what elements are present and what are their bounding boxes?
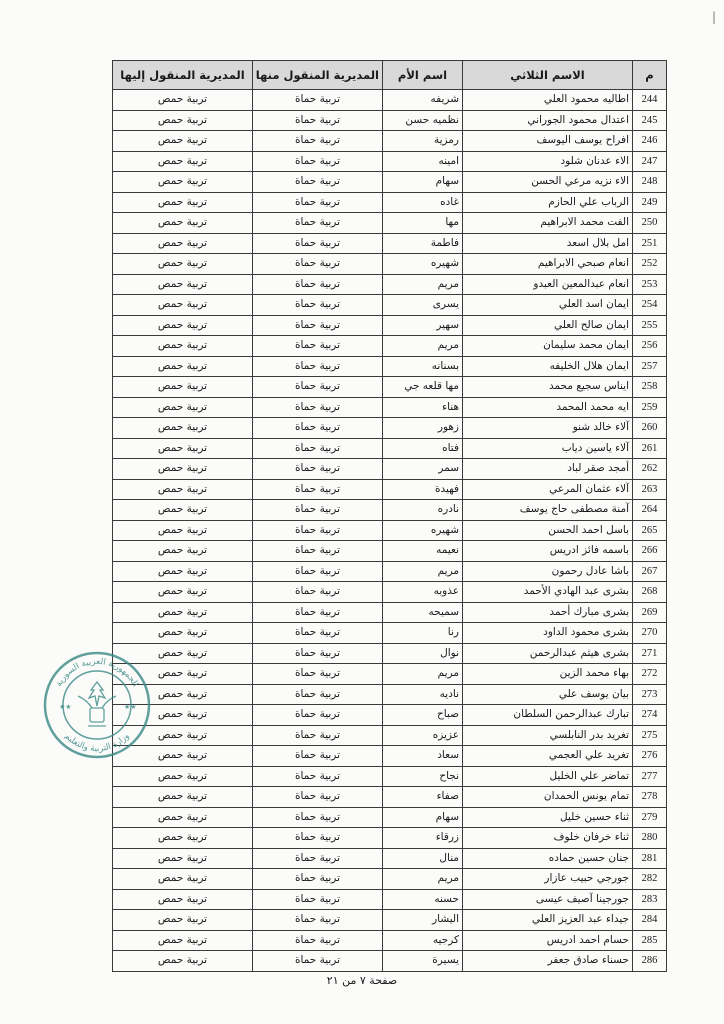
cell-to: تربية حمص [113, 500, 253, 521]
cell-mother: زرقاء [383, 828, 463, 849]
table-row [113, 828, 667, 849]
table-row [113, 274, 667, 295]
table-row [113, 151, 667, 172]
cell-name: تماضر علي الخليل [463, 766, 633, 787]
table-row [113, 90, 667, 111]
cell-mother: كرجيه [383, 930, 463, 951]
cell-from: تربية حماة [253, 172, 383, 193]
transfer-table [112, 60, 667, 972]
cell-from: تربية حماة [253, 930, 383, 951]
stamp-text-bottom: وزارة التربية والتعليم [62, 731, 132, 755]
cell-name: الاء نزيه مرعي الحسن [463, 172, 633, 193]
table-row [113, 192, 667, 213]
cell-num: 268 [633, 582, 667, 603]
cell-num: 266 [633, 541, 667, 562]
cell-to: تربية حمص [113, 848, 253, 869]
cell-from: تربية حماة [253, 664, 383, 685]
table-row [113, 930, 667, 951]
cell-mother: نادره [383, 500, 463, 521]
table-row [113, 869, 667, 890]
cell-to: تربية حمص [113, 746, 253, 767]
cell-to: تربية حمص [113, 807, 253, 828]
table-row [113, 746, 667, 767]
cell-num: 285 [633, 930, 667, 951]
stamp-text-top: الجمهورية العربية السورية [53, 656, 141, 689]
cell-name: أمجد صقر لباد [463, 459, 633, 480]
cell-from: تربية حماة [253, 377, 383, 398]
table-row [113, 582, 667, 603]
cell-from: تربية حماة [253, 705, 383, 726]
cell-num: 281 [633, 848, 667, 869]
cell-name: بهاء محمد الزين [463, 664, 633, 685]
cell-num: 261 [633, 438, 667, 459]
table-row [113, 725, 667, 746]
cell-name: افراح يوسف اليوسف [463, 131, 633, 152]
table-row [113, 643, 667, 664]
table-row [113, 500, 667, 521]
cell-name: تمام يونس الحمدان [463, 787, 633, 808]
ministry-stamp [42, 650, 152, 760]
cell-to: تربية حمص [113, 213, 253, 234]
table-row [113, 602, 667, 623]
page-number: صفحة ٧ من ٢١ [326, 974, 398, 987]
header-from: المديرية المنقول منها [253, 61, 383, 90]
cell-mother: سميحه [383, 602, 463, 623]
table-row [113, 561, 667, 582]
cell-num: 282 [633, 869, 667, 890]
cell-num: 274 [633, 705, 667, 726]
cell-mother: مريم [383, 664, 463, 685]
cell-num: 265 [633, 520, 667, 541]
cell-mother: غاده [383, 192, 463, 213]
cell-from: تربية حماة [253, 315, 383, 336]
cell-name: ايمان هلال الخليفه [463, 356, 633, 377]
cell-name: آمنة مصطفى حاج يوسف [463, 500, 633, 521]
cell-from: تربية حماة [253, 910, 383, 931]
cell-name: ثناء حسين خليل [463, 807, 633, 828]
cell-from: تربية حماة [253, 766, 383, 787]
svg-text:★★: ★★ [59, 703, 72, 711]
cell-from: تربية حماة [253, 459, 383, 480]
table-row [113, 418, 667, 439]
cell-from: تربية حماة [253, 623, 383, 644]
cell-from: تربية حماة [253, 869, 383, 890]
cell-name: تغريد علي العجمي [463, 746, 633, 767]
cell-num: 255 [633, 315, 667, 336]
cell-name: حسناء صادق جعفر [463, 951, 633, 972]
cell-to: تربية حمص [113, 910, 253, 931]
cell-mother: مريم [383, 274, 463, 295]
cell-name: انعام عبدالمعين العبدو [463, 274, 633, 295]
cell-to: تربية حمص [113, 151, 253, 172]
cell-from: تربية حماة [253, 397, 383, 418]
cell-num: 284 [633, 910, 667, 931]
cell-name: حسام احمد ادريس [463, 930, 633, 951]
cell-num: 271 [633, 643, 667, 664]
cell-from: تربية حماة [253, 151, 383, 172]
header-to: المديرية المنقول إليها [113, 61, 253, 90]
table-row [113, 356, 667, 377]
cell-to: تربية حمص [113, 356, 253, 377]
table-row [113, 172, 667, 193]
cell-mother: مريم [383, 336, 463, 357]
cell-mother: مريم [383, 561, 463, 582]
cell-mother: سهام [383, 807, 463, 828]
cell-name: بشرى عبد الهادي الأحمد [463, 582, 633, 603]
table-row [113, 664, 667, 685]
cell-num: 259 [633, 397, 667, 418]
cell-mother: فاطمة [383, 233, 463, 254]
cell-name: باشا عادل رحمون [463, 561, 633, 582]
cell-from: تربية حماة [253, 500, 383, 521]
table-row [113, 336, 667, 357]
table-row [113, 520, 667, 541]
cell-to: تربية حمص [113, 582, 253, 603]
cell-mother: مها [383, 213, 463, 234]
cell-num: 269 [633, 602, 667, 623]
header-num: م [633, 61, 667, 90]
cell-num: 286 [633, 951, 667, 972]
cell-mother: نوال [383, 643, 463, 664]
cell-from: تربية حماة [253, 192, 383, 213]
table-row [113, 623, 667, 644]
cell-num: 267 [633, 561, 667, 582]
cell-to: تربية حمص [113, 315, 253, 336]
cell-name: ايه محمد المحمد [463, 397, 633, 418]
cell-to: تربية حمص [113, 192, 253, 213]
cell-mother: يسرى [383, 295, 463, 316]
cell-mother: هناء [383, 397, 463, 418]
cell-to: تربية حمص [113, 623, 253, 644]
cell-to: تربية حمص [113, 561, 253, 582]
cell-name: جورجينا آصيف عيسى [463, 889, 633, 910]
table-row [113, 766, 667, 787]
cell-num: 283 [633, 889, 667, 910]
cell-to: تربية حمص [113, 541, 253, 562]
cell-num: 258 [633, 377, 667, 398]
cell-num: 277 [633, 766, 667, 787]
cell-num: 248 [633, 172, 667, 193]
corner-mark: | [711, 10, 716, 24]
cell-mother: اليشار [383, 910, 463, 931]
cell-num: 253 [633, 274, 667, 295]
cell-from: تربية حماة [253, 807, 383, 828]
cell-name: اطاليه محمود العلي [463, 90, 633, 111]
cell-to: تربية حمص [113, 131, 253, 152]
cell-from: تربية حماة [253, 725, 383, 746]
cell-from: تربية حماة [253, 582, 383, 603]
cell-num: 251 [633, 233, 667, 254]
cell-from: تربية حماة [253, 418, 383, 439]
cell-to: تربية حمص [113, 336, 253, 357]
cell-mother: سمر [383, 459, 463, 480]
cell-mother: سهام [383, 172, 463, 193]
cell-name: بشرى محمود الداود [463, 623, 633, 644]
cell-mother: مريم [383, 869, 463, 890]
cell-from: تربية حماة [253, 889, 383, 910]
cell-mother: فهيدة [383, 479, 463, 500]
cell-name: اعتدال محمود الجوراني [463, 110, 633, 131]
cell-to: تربية حمص [113, 479, 253, 500]
table-row [113, 541, 667, 562]
cell-to: تربية حمص [113, 664, 253, 685]
cell-from: تربية حماة [253, 131, 383, 152]
cell-to: تربية حمص [113, 684, 253, 705]
table-row [113, 910, 667, 931]
cell-num: 256 [633, 336, 667, 357]
cell-mother: عزيزه [383, 725, 463, 746]
table-row [113, 131, 667, 152]
cell-name: جنان حسين حماده [463, 848, 633, 869]
cell-num: 264 [633, 500, 667, 521]
table-row [113, 479, 667, 500]
cell-from: تربية حماة [253, 541, 383, 562]
cell-to: تربية حمص [113, 254, 253, 275]
cell-name: بشرى هيثم عبدالرحمن [463, 643, 633, 664]
cell-to: تربية حمص [113, 397, 253, 418]
table-row [113, 889, 667, 910]
cell-name: الرباب علي الحازم [463, 192, 633, 213]
cell-num: 273 [633, 684, 667, 705]
cell-mother: صباح [383, 705, 463, 726]
cell-mother: يسيرة [383, 951, 463, 972]
cell-to: تربية حمص [113, 459, 253, 480]
cell-from: تربية حماة [253, 295, 383, 316]
cell-num: 263 [633, 479, 667, 500]
cell-to: تربية حمص [113, 172, 253, 193]
table-row [113, 684, 667, 705]
cell-from: تربية حماة [253, 520, 383, 541]
cell-num: 247 [633, 151, 667, 172]
cell-to: تربية حمص [113, 110, 253, 131]
cell-mother: رمزية [383, 131, 463, 152]
cell-name: تبارك عبدالرحمن السلطان [463, 705, 633, 726]
cell-from: تربية حماة [253, 848, 383, 869]
cell-from: تربية حماة [253, 787, 383, 808]
cell-num: 254 [633, 295, 667, 316]
cell-name: ايمان محمد سليمان [463, 336, 633, 357]
cell-from: تربية حماة [253, 336, 383, 357]
cell-num: 270 [633, 623, 667, 644]
cell-name: آلاء خالد شنو [463, 418, 633, 439]
cell-mother: ناديه [383, 684, 463, 705]
cell-num: 249 [633, 192, 667, 213]
cell-from: تربية حماة [253, 254, 383, 275]
cell-name: تغريد بدر النابلسي [463, 725, 633, 746]
cell-num: 262 [633, 459, 667, 480]
cell-to: تربية حمص [113, 889, 253, 910]
cell-mother: صفاء [383, 787, 463, 808]
table-row [113, 397, 667, 418]
cell-name: الفت محمد الابراهيم [463, 213, 633, 234]
table-row [113, 951, 667, 972]
cell-name: بيان يوسف علي [463, 684, 633, 705]
cell-mother: سعاد [383, 746, 463, 767]
cell-to: تربية حمص [113, 295, 253, 316]
cell-name: ايناس سجيع محمد [463, 377, 633, 398]
cell-name: باسمه فائز ادريس [463, 541, 633, 562]
cell-name: جيداء عبد العزيز العلي [463, 910, 633, 931]
header-name: الاسم الثلاثي [463, 61, 633, 90]
cell-from: تربية حماة [253, 684, 383, 705]
cell-from: تربية حماة [253, 602, 383, 623]
cell-mother: بسنانه [383, 356, 463, 377]
cell-name: آلاء عثمان المرعي [463, 479, 633, 500]
cell-num: 252 [633, 254, 667, 275]
cell-num: 272 [633, 664, 667, 685]
cell-mother: سهير [383, 315, 463, 336]
cell-name: ايمان اسد العلي [463, 295, 633, 316]
cell-from: تربية حماة [253, 746, 383, 767]
cell-name: جورجي حبيب عازار [463, 869, 633, 890]
cell-mother: نعيمه [383, 541, 463, 562]
cell-to: تربية حمص [113, 787, 253, 808]
cell-from: تربية حماة [253, 479, 383, 500]
table-header-row [113, 61, 667, 90]
cell-num: 245 [633, 110, 667, 131]
cell-name: باسل احمد الحسن [463, 520, 633, 541]
cell-mother: نجاح [383, 766, 463, 787]
cell-name: الاء عدنان شلود [463, 151, 633, 172]
cell-to: تربية حمص [113, 520, 253, 541]
cell-mother: حسنه [383, 889, 463, 910]
cell-to: تربية حمص [113, 725, 253, 746]
cell-name: آلاء ياسين دياب [463, 438, 633, 459]
cell-from: تربية حماة [253, 90, 383, 111]
cell-mother: شهيره [383, 520, 463, 541]
cell-mother: نظميه حسن [383, 110, 463, 131]
cell-from: تربية حماة [253, 828, 383, 849]
cell-name: ثناء خرفان خلوف [463, 828, 633, 849]
cell-mother: مها قلعه جي [383, 377, 463, 398]
cell-mother: رنا [383, 623, 463, 644]
cell-from: تربية حماة [253, 274, 383, 295]
table-row [113, 807, 667, 828]
cell-mother: منال [383, 848, 463, 869]
table-row [113, 254, 667, 275]
cell-name: انعام صبحي الابراهيم [463, 254, 633, 275]
cell-num: 250 [633, 213, 667, 234]
cell-num: 246 [633, 131, 667, 152]
cell-from: تربية حماة [253, 438, 383, 459]
svg-text:★★: ★★ [124, 703, 137, 711]
cell-name: بشرى مبارك أحمد [463, 602, 633, 623]
cell-name: ايمان صالح العلي [463, 315, 633, 336]
cell-to: تربية حمص [113, 274, 253, 295]
table-row [113, 377, 667, 398]
table-row [113, 848, 667, 869]
cell-mother: عذوبه [383, 582, 463, 603]
cell-from: تربية حماة [253, 213, 383, 234]
cell-to: تربية حمص [113, 643, 253, 664]
cell-to: تربية حمص [113, 951, 253, 972]
cell-to: تربية حمص [113, 90, 253, 111]
cell-num: 280 [633, 828, 667, 849]
cell-to: تربية حمص [113, 869, 253, 890]
cell-to: تربية حمص [113, 705, 253, 726]
cell-to: تربية حمص [113, 233, 253, 254]
cell-to: تربية حمص [113, 377, 253, 398]
table-row [113, 705, 667, 726]
cell-mother: امينه [383, 151, 463, 172]
cell-num: 260 [633, 418, 667, 439]
cell-from: تربية حماة [253, 561, 383, 582]
cell-from: تربية حماة [253, 951, 383, 972]
table-row [113, 295, 667, 316]
cell-num: 279 [633, 807, 667, 828]
cell-from: تربية حماة [253, 110, 383, 131]
table-row [113, 787, 667, 808]
cell-from: تربية حماة [253, 233, 383, 254]
cell-name: امل بلال اسعد [463, 233, 633, 254]
cell-to: تربية حمص [113, 828, 253, 849]
cell-num: 276 [633, 746, 667, 767]
cell-num: 244 [633, 90, 667, 111]
eagle-emblem-icon [78, 682, 116, 726]
cell-mother: شهيره [383, 254, 463, 275]
cell-mother: زهور [383, 418, 463, 439]
cell-to: تربية حمص [113, 766, 253, 787]
cell-mother: فتاه [383, 438, 463, 459]
cell-from: تربية حماة [253, 643, 383, 664]
cell-num: 257 [633, 356, 667, 377]
cell-to: تربية حمص [113, 602, 253, 623]
cell-to: تربية حمص [113, 438, 253, 459]
table-row [113, 233, 667, 254]
table-row [113, 438, 667, 459]
cell-num: 278 [633, 787, 667, 808]
header-mother: اسم الأم [383, 61, 463, 90]
table-row [113, 459, 667, 480]
table-row [113, 213, 667, 234]
table-row [113, 110, 667, 131]
cell-mother: شريفه [383, 90, 463, 111]
table-row [113, 315, 667, 336]
cell-to: تربية حمص [113, 418, 253, 439]
cell-from: تربية حماة [253, 356, 383, 377]
cell-num: 275 [633, 725, 667, 746]
cell-to: تربية حمص [113, 930, 253, 951]
table-body [113, 90, 667, 972]
